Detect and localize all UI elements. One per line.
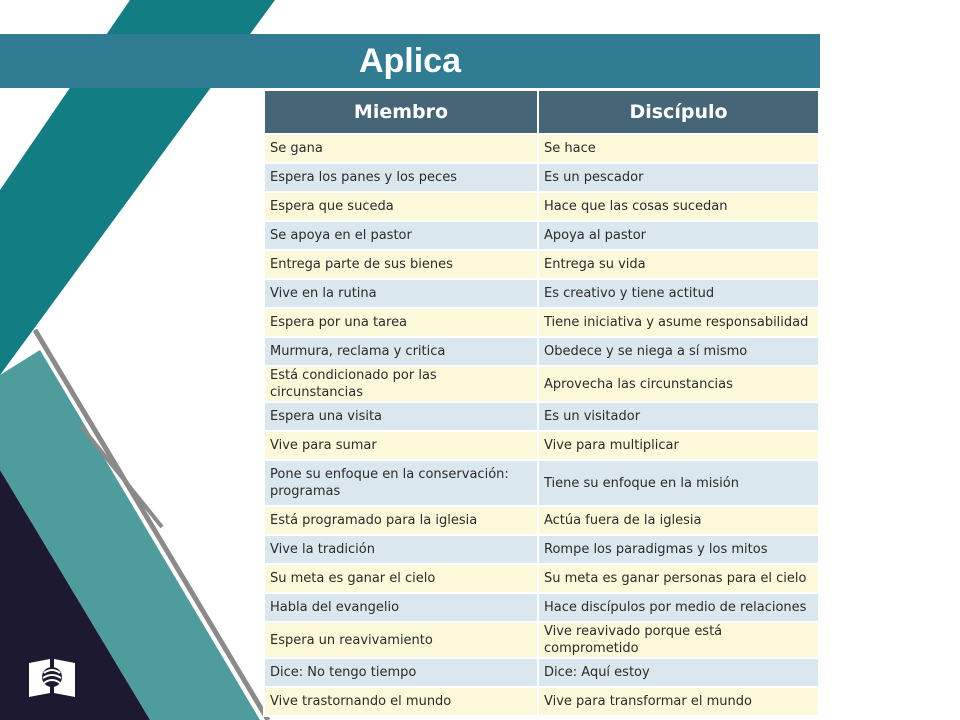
- cell-discipulo: Obedece y se niega a sí mismo: [538, 337, 819, 366]
- cell-discipulo: Vive reavivado porque está comprometido: [538, 622, 819, 658]
- cell-miembro: Espera los panes y los peces: [264, 163, 538, 192]
- table-row: [264, 250, 819, 279]
- cell-miembro: Espera por una tarea: [264, 308, 538, 337]
- cell-discipulo: Dice: Aquí estoy: [538, 658, 819, 687]
- cell-miembro: Pone su enfoque en la conservación: programas: [264, 460, 538, 506]
- cell-discipulo: Rompe los paradigmas y los mitos: [538, 535, 819, 564]
- table-row: [264, 622, 819, 658]
- cell-discipulo: Entrega su vida: [538, 250, 819, 279]
- cell-miembro: Está programado para la iglesia: [264, 506, 538, 535]
- table-row: [264, 192, 819, 221]
- cell-discipulo: Hace que las cosas sucedan: [538, 192, 819, 221]
- cell-discipulo: Es un visitador: [538, 402, 819, 431]
- table-row: [264, 535, 819, 564]
- cell-miembro: Vive trastornando el mundo: [264, 687, 538, 716]
- cell-discipulo: Tiene iniciativa y asume responsabilidad: [538, 308, 819, 337]
- cell-discipulo: Se hace: [538, 134, 819, 163]
- table-row: [264, 221, 819, 250]
- header-miembro: Miembro: [264, 90, 538, 134]
- table-row: [264, 308, 819, 337]
- table-row: [264, 593, 819, 622]
- table-row: [264, 460, 819, 506]
- cell-miembro: Dice: No tengo tiempo: [264, 658, 538, 687]
- comparison-table: [263, 89, 820, 717]
- cell-discipulo: Es un pescador: [538, 163, 819, 192]
- table-row: [264, 564, 819, 593]
- table-header-row: [264, 90, 819, 134]
- cell-discipulo: Es creativo y tiene actitud: [538, 279, 819, 308]
- cell-discipulo: Vive para transformar el mundo: [538, 687, 819, 716]
- comparison-table-container: [263, 89, 818, 717]
- cell-miembro: Vive en la rutina: [264, 279, 538, 308]
- title-bar: [0, 34, 820, 88]
- cell-discipulo: Aprovecha las circunstancias: [538, 366, 819, 402]
- cell-discipulo: Actúa fuera de la iglesia: [538, 506, 819, 535]
- cell-miembro: Su meta es ganar el cielo: [264, 564, 538, 593]
- cell-discipulo: Su meta es ganar personas para el cielo: [538, 564, 819, 593]
- table-row: [264, 506, 819, 535]
- open-book-logo-icon: [26, 653, 78, 701]
- table-row: [264, 279, 819, 308]
- cell-discipulo: Vive para multiplicar: [538, 431, 819, 460]
- table-row: [264, 658, 819, 687]
- cell-miembro: Espera una visita: [264, 402, 538, 431]
- cell-miembro: Murmura, reclama y critica: [264, 337, 538, 366]
- table-row: [264, 134, 819, 163]
- cell-discipulo: Tiene su enfoque en la misión: [538, 460, 819, 506]
- table-row: [264, 163, 819, 192]
- cell-miembro: Habla del evangelio: [264, 593, 538, 622]
- cell-miembro: Espera que suceda: [264, 192, 538, 221]
- cell-miembro: Espera un reavivamiento: [264, 622, 538, 658]
- cell-discipulo: Hace discípulos por medio de relaciones: [538, 593, 819, 622]
- cell-miembro: Vive la tradición: [264, 535, 538, 564]
- slide-title: Aplica: [358, 42, 462, 80]
- cell-miembro: Vive para sumar: [264, 431, 538, 460]
- cell-miembro: Se gana: [264, 134, 538, 163]
- table-row: [264, 337, 819, 366]
- cell-miembro: Entrega parte de sus bienes: [264, 250, 538, 279]
- table-row: [264, 366, 819, 402]
- table-row: [264, 687, 819, 716]
- table-body: [264, 134, 819, 716]
- cell-miembro: Se apoya en el pastor: [264, 221, 538, 250]
- cell-discipulo: Apoya al pastor: [538, 221, 819, 250]
- table-row: [264, 431, 819, 460]
- header-discipulo: Discípulo: [538, 90, 819, 134]
- table-row: [264, 402, 819, 431]
- cell-miembro: Está condicionado por las circunstancias: [264, 366, 538, 402]
